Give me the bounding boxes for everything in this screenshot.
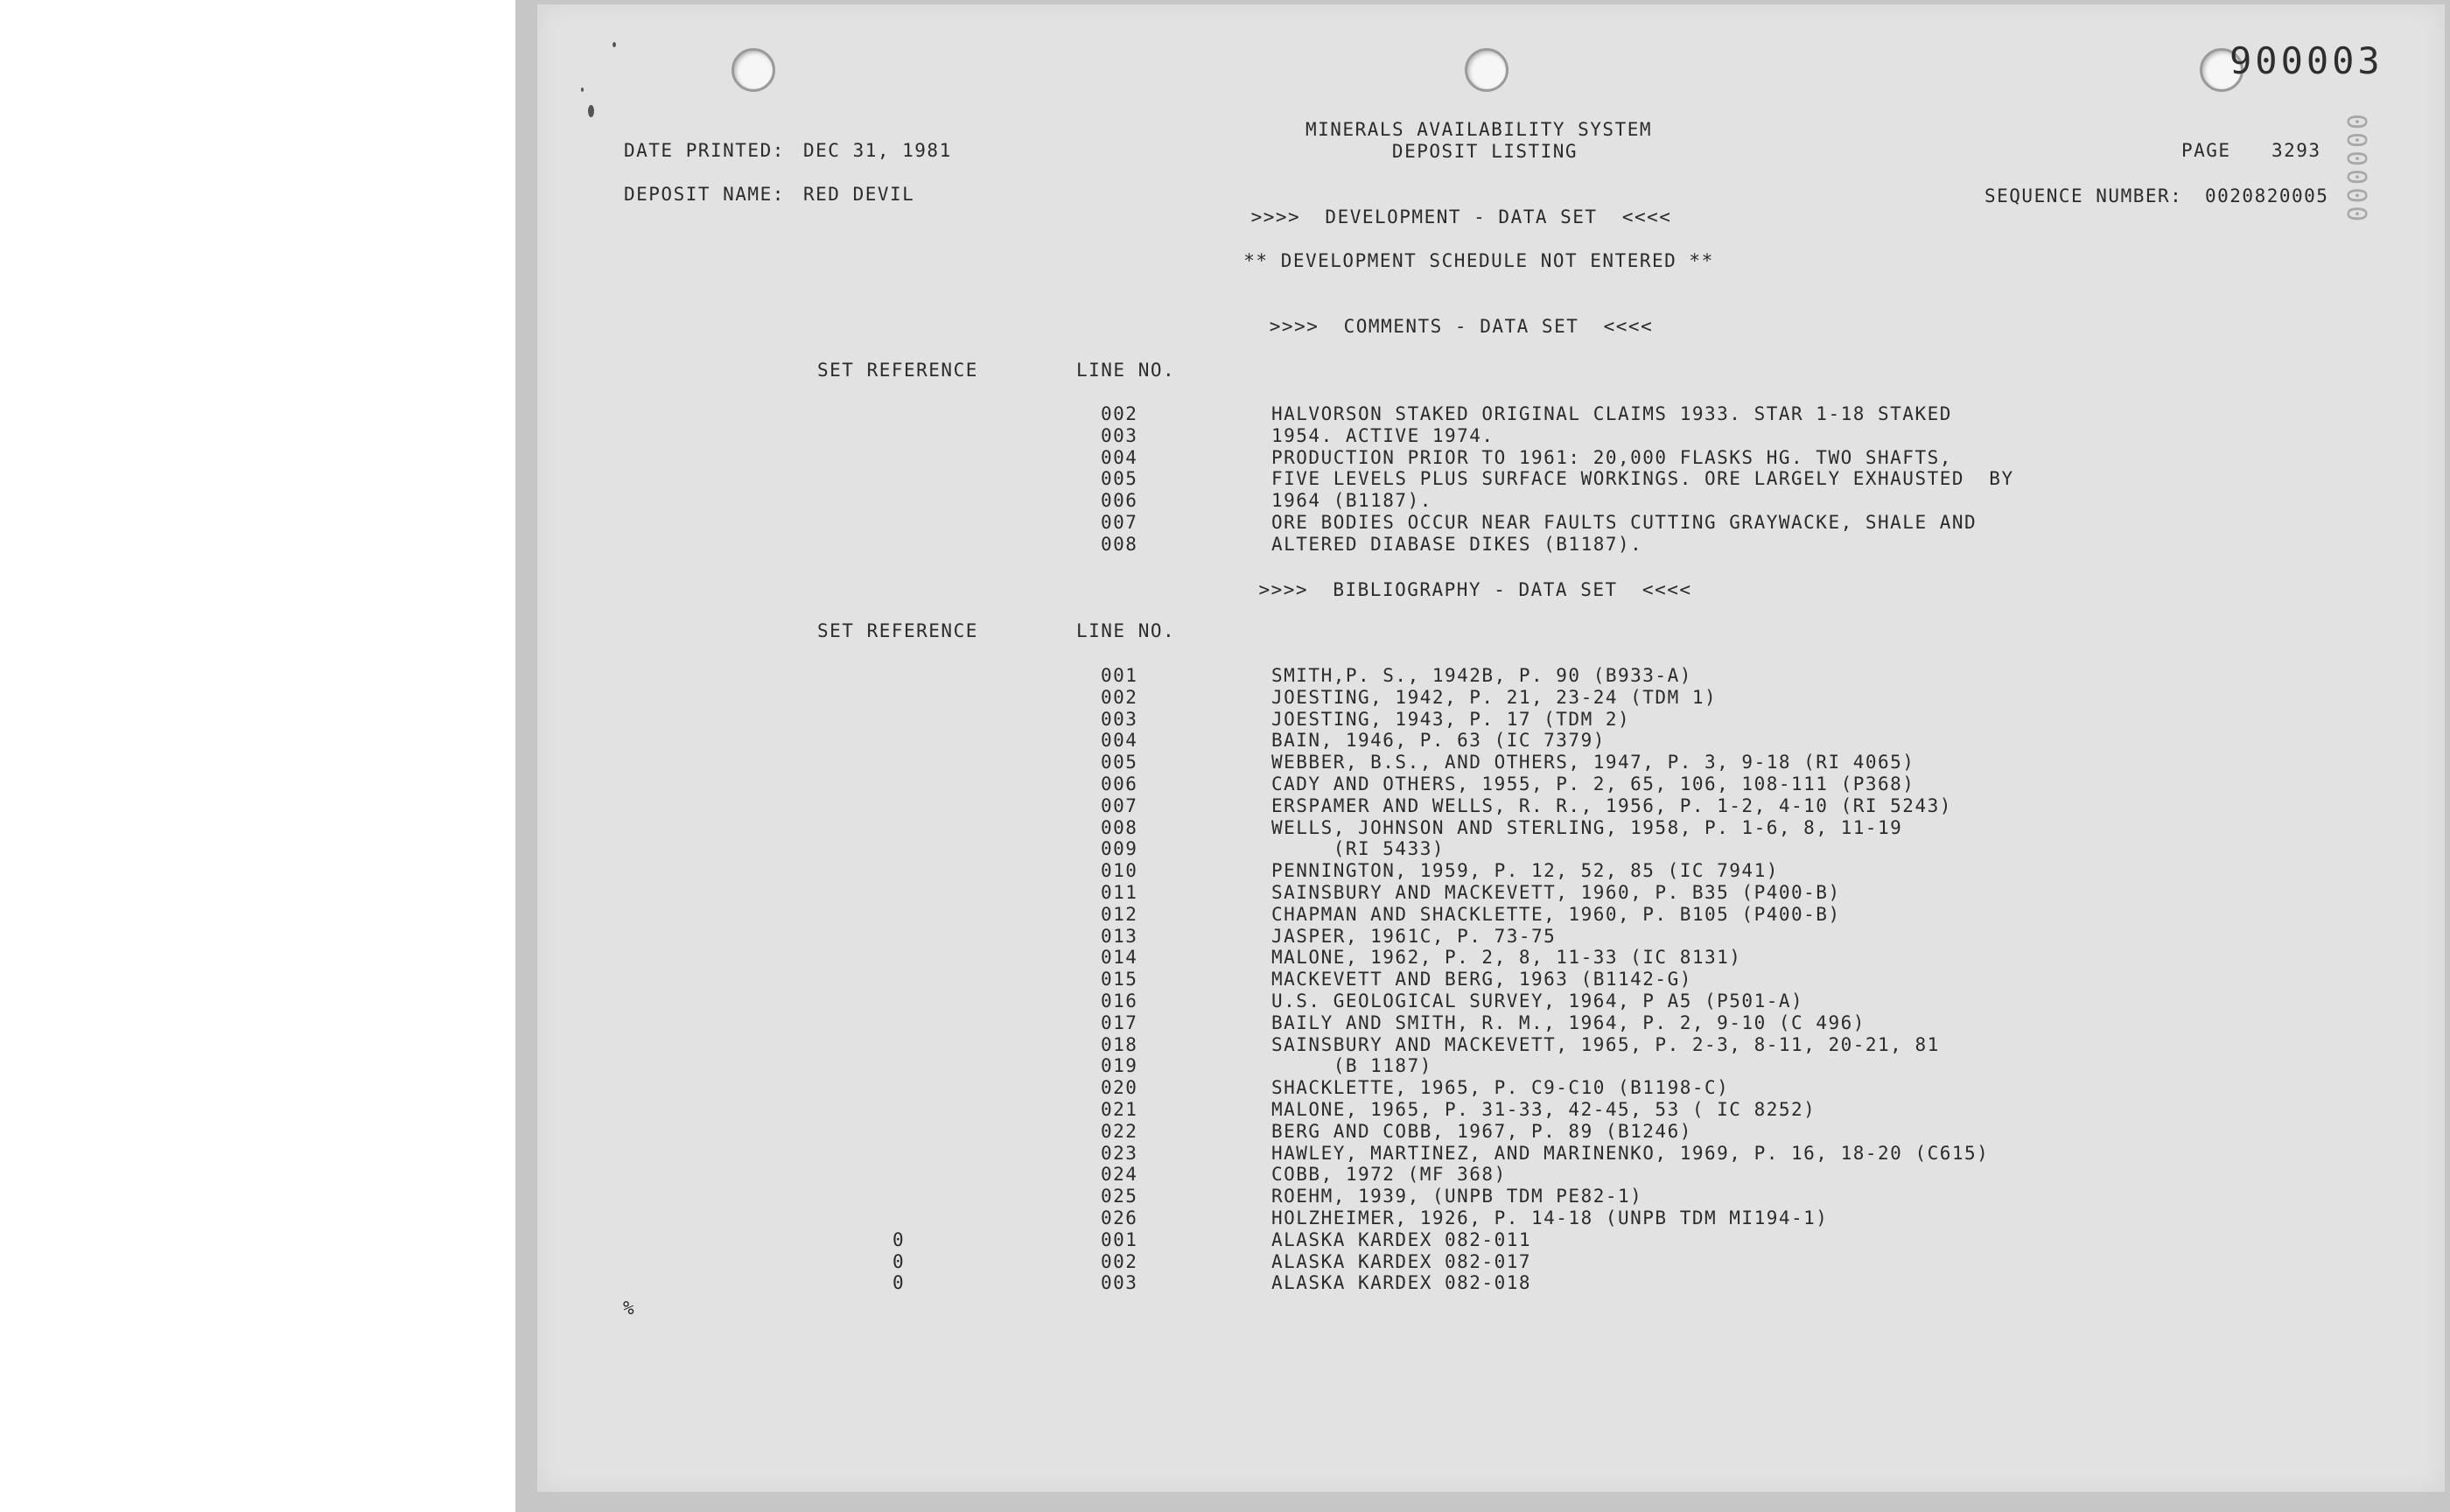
bibliography-heading: >>>> BIBLIOGRAPHY - DATA SET <<<<: [1258, 579, 1692, 600]
line-text-cell: MALONE, 1965, P. 31-33, 42-45, 53 ( IC 8252): [1271, 1099, 1816, 1120]
page-number: 3293: [2272, 140, 2321, 161]
line-number-cell: 022: [1101, 1120, 1138, 1142]
deposit-name-label: DEPOSIT NAME:: [624, 184, 785, 205]
line-number-cell: 026: [1101, 1208, 1138, 1228]
line-number-cell: 003: [1101, 424, 1138, 446]
line-number-cell: 005: [1101, 468, 1138, 490]
page-label: PAGE: [2181, 140, 2231, 161]
line-number-cell: 002: [1101, 403, 1138, 424]
line-text-cell: SMITH,P. S., 1942B, P. 90 (B933-A): [1271, 665, 1692, 686]
sequence-number-label: SEQUENCE NUMBER:: [1984, 186, 2183, 206]
bibliography-line-no-header: LINE NO.: [1076, 620, 1176, 641]
date-printed-label: DATE PRINTED:: [624, 140, 785, 161]
line-number-cell: 007: [1101, 794, 1138, 816]
line-text-cell: SAINSBURY AND MACKEVETT, 1960, P. B35 (P400-B): [1271, 882, 1841, 903]
line-number-cell: 017: [1101, 1012, 1138, 1033]
line-number-cell: 010: [1101, 860, 1138, 882]
line-number-cell: 006: [1101, 774, 1138, 794]
line-number-cell: 004: [1101, 446, 1138, 468]
line-text-cell: ERSPAMER AND WELLS, R. R., 1956, P. 1-2, 4-10 (RI 5243): [1271, 794, 1952, 816]
side-number-stamp: 000000: [2341, 114, 2371, 225]
line-number-cell: 023: [1101, 1142, 1138, 1164]
line-text-cell: ALASKA KARDEX 082-017: [1271, 1250, 1532, 1272]
line-number-cell: 011: [1101, 882, 1138, 903]
line-number-cell: 019: [1101, 1055, 1138, 1077]
sequence-number-value: 0020820005: [2205, 186, 2329, 206]
line-text-cell: ORE BODIES OCCUR NEAR FAULTS CUTTING GRAYWACKE, SHALE AND: [1271, 512, 1978, 533]
deposit-name-value: RED DEVIL: [803, 184, 915, 205]
scan-speck: [588, 105, 594, 117]
line-text-cell: FIVE LEVELS PLUS SURFACE WORKINGS. ORE LARGELY EXHAUSTED BY: [1271, 468, 2014, 490]
line-text-cell: JOESTING, 1943, P. 17 (TDM 2): [1271, 708, 1631, 730]
line-text-cell: ALTERED DIABASE DIKES (B1187).: [1271, 533, 1643, 555]
line-number-cell: 014: [1101, 947, 1138, 969]
line-text-cell: COBB, 1972 (MF 368): [1271, 1164, 1507, 1186]
line-number-cell: 002: [1101, 1250, 1138, 1272]
line-text-cell: U.S. GEOLOGICAL SURVEY, 1964, P A5 (P501-A): [1271, 990, 1804, 1012]
line-text-cell: PENNINGTON, 1959, P. 12, 52, 85 (IC 7941): [1271, 860, 1779, 882]
comments-heading: >>>> COMMENTS - DATA SET <<<<: [1269, 316, 1654, 337]
line-text-cell: BAIN, 1946, P. 63 (IC 7379): [1271, 730, 1606, 752]
line-text-cell: HALVORSON STAKED ORIGINAL CLAIMS 1933. STAR 1-18 STAKED: [1271, 403, 1952, 424]
line-number-cell: 002: [1101, 686, 1138, 708]
bibliography-set-reference-header: SET REFERENCE: [817, 620, 978, 641]
line-text-cell: 1964 (B1187).: [1271, 490, 1432, 512]
line-number-cell: 016: [1101, 990, 1138, 1012]
line-text-cell: BERG AND COBB, 1967, P. 89 (B1246): [1271, 1120, 1692, 1142]
line-text-cell: HOLZHEIMER, 1926, P. 14-18 (UNPB TDM MI194-1): [1271, 1208, 1829, 1228]
development-heading: >>>> DEVELOPMENT - DATA SET <<<<: [1250, 206, 1672, 228]
line-text-cell: WEBBER, B.S., AND OTHERS, 1947, P. 3, 9-18 (RI 4065): [1271, 752, 1915, 774]
line-number-cell: 020: [1101, 1077, 1138, 1099]
line-number-cell: 004: [1101, 730, 1138, 752]
line-number-cell: 018: [1101, 1033, 1138, 1055]
line-text-cell: ALASKA KARDEX 082-018: [1271, 1272, 1532, 1294]
line-text-cell: MACKEVETT AND BERG, 1963 (B1142-G): [1271, 969, 1692, 990]
line-text-cell: JOESTING, 1942, P. 21, 23-24 (TDM 1): [1271, 686, 1718, 708]
line-text-cell: (B 1187): [1271, 1055, 1432, 1077]
comments-set-reference-header: SET REFERENCE: [817, 360, 978, 381]
line-number-cell: 012: [1101, 903, 1138, 925]
line-text-cell: WELLS, JOHNSON AND STERLING, 1958, P. 1-6, 8, 11-19: [1271, 816, 1903, 838]
scan-speck: [581, 88, 584, 92]
comments-line-no-header: LINE NO.: [1076, 360, 1176, 381]
line-number-cell: 021: [1101, 1099, 1138, 1120]
set-reference-cell: 0: [892, 1228, 906, 1250]
line-text-cell: JASPER, 1961C, P. 73-75: [1271, 925, 1557, 947]
line-text-cell: HAWLEY, MARTINEZ, AND MARINENKO, 1969, P. 16, 18-20 (C615): [1271, 1142, 1990, 1164]
line-number-cell: 013: [1101, 925, 1138, 947]
punch-hole-left: [732, 48, 775, 92]
system-title: MINERALS AVAILABILITY SYSTEM: [1305, 119, 1653, 140]
document-number-stamp: 900003: [2230, 39, 2384, 82]
development-note: ** DEVELOPMENT SCHEDULE NOT ENTERED **: [1243, 250, 1714, 271]
date-printed-value: DEC 31, 1981: [803, 140, 952, 161]
line-number-cell: 003: [1101, 1272, 1138, 1294]
line-number-cell: 001: [1101, 665, 1138, 686]
set-reference-cell: 0: [892, 1250, 906, 1272]
line-text-cell: BAILY AND SMITH, R. M., 1964, P. 2, 9-10 (C 496): [1271, 1012, 1866, 1033]
line-number-cell: 005: [1101, 752, 1138, 774]
line-text-cell: SHACKLETTE, 1965, P. C9-C10 (B1198-C): [1271, 1077, 1730, 1099]
percent-mark: %: [623, 1298, 634, 1319]
set-reference-cell: 0: [892, 1272, 906, 1294]
line-text-cell: SAINSBURY AND MACKEVETT, 1965, P. 2-3, 8-11, 20-21, 81: [1271, 1033, 1940, 1055]
line-text-cell: (RI 5433): [1271, 838, 1446, 860]
line-number-cell: 015: [1101, 969, 1138, 990]
line-text-cell: CADY AND OTHERS, 1955, P. 2, 65, 106, 108-111 (P368): [1271, 774, 1915, 794]
line-number-cell: 001: [1101, 1228, 1138, 1250]
line-number-cell: 025: [1101, 1186, 1138, 1208]
punch-hole-center: [1465, 48, 1508, 92]
line-number-cell: 009: [1101, 838, 1138, 860]
line-text-cell: ALASKA KARDEX 082-011: [1271, 1228, 1532, 1250]
line-number-cell: 024: [1101, 1164, 1138, 1186]
line-text-cell: CHAPMAN AND SHACKLETTE, 1960, P. B105 (P400-B): [1271, 903, 1841, 925]
line-text-cell: PRODUCTION PRIOR TO 1961: 20,000 FLASKS HG. TWO SHAFTS,: [1271, 446, 1952, 468]
line-number-cell: 003: [1101, 708, 1138, 730]
line-number-cell: 006: [1101, 490, 1138, 512]
scan-speck: [612, 42, 616, 47]
line-number-cell: 008: [1101, 533, 1138, 555]
line-text-cell: MALONE, 1962, P. 2, 8, 11-33 (IC 8131): [1271, 947, 1742, 969]
line-number-cell: 008: [1101, 816, 1138, 838]
listing-title: DEPOSIT LISTING: [1391, 141, 1578, 162]
line-text-cell: 1954. ACTIVE 1974.: [1271, 424, 1494, 446]
line-text-cell: ROEHM, 1939, (UNPB TDM PE82-1): [1271, 1186, 1643, 1208]
line-number-cell: 007: [1101, 512, 1138, 533]
